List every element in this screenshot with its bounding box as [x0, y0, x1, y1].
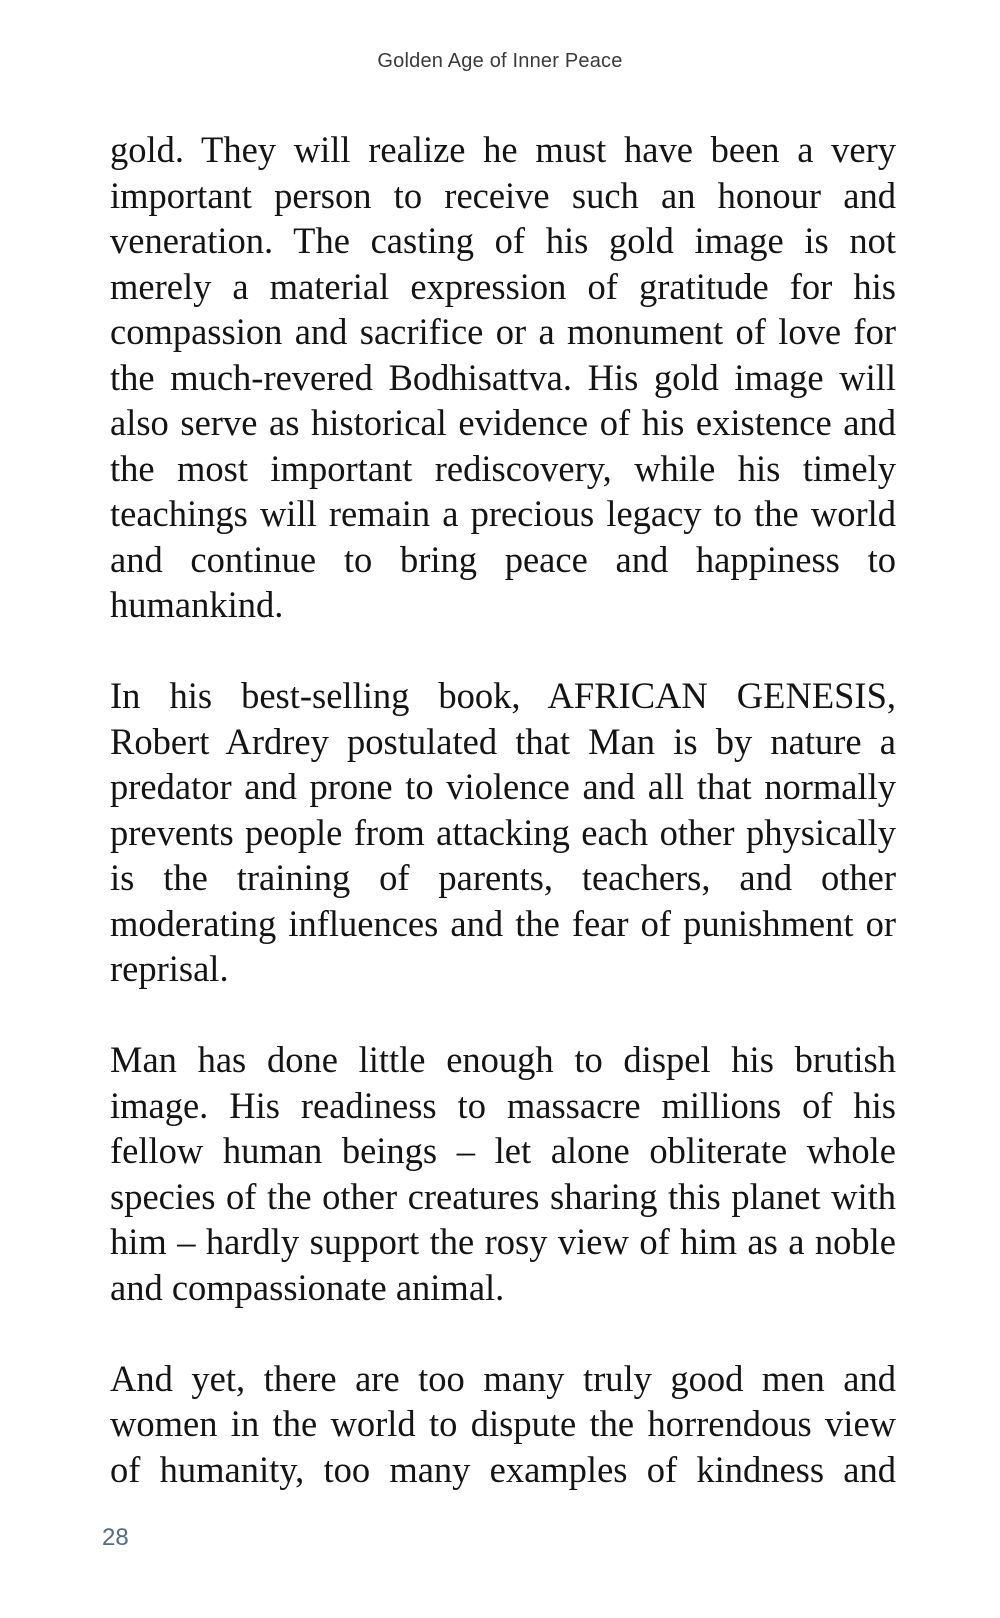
paragraph-1: gold. They will realize he must have been a very important person to receive such an honour and veneration. The casting of his gold image is not merely a material expression of gratitude for his compassion and sacrifice or a monument of love for the much-revered Bodhisattva. His gold image will also serve as historical evidence of his existence and the most important rediscovery, while his timely teachings will remain a precious legacy to the world and continue to bring peace and happiness to humankind.: [110, 129, 896, 625]
paragraph-2: In his best-selling book, AFRICAN GENESIS, Robert Ardrey postulated that Man is by nature a predator and prone to violence and all that normally prevents people from attacking each other physically is the training of parents, teachers, and other moderating influences and the fear of punishment or reprisal.: [110, 675, 896, 989]
paragraph-4: And yet, there are too many truly good men and women in the world to dispute the horrendous view of humanity, too many examples of kindness and: [110, 1357, 896, 1490]
paragraph-3: Man has done little enough to dispel his brutish image. His readiness to massacre millions of his fellow human beings – let alone obliterate whole species of the other creatures sharing this planet with him – hardly support the rosy view of him as a noble and compassionate animal.: [110, 1039, 896, 1308]
page-number: 28: [102, 1524, 129, 1551]
running-header: Golden Age of Inner Peace: [377, 50, 623, 72]
body-text: [110, 127, 896, 1492]
